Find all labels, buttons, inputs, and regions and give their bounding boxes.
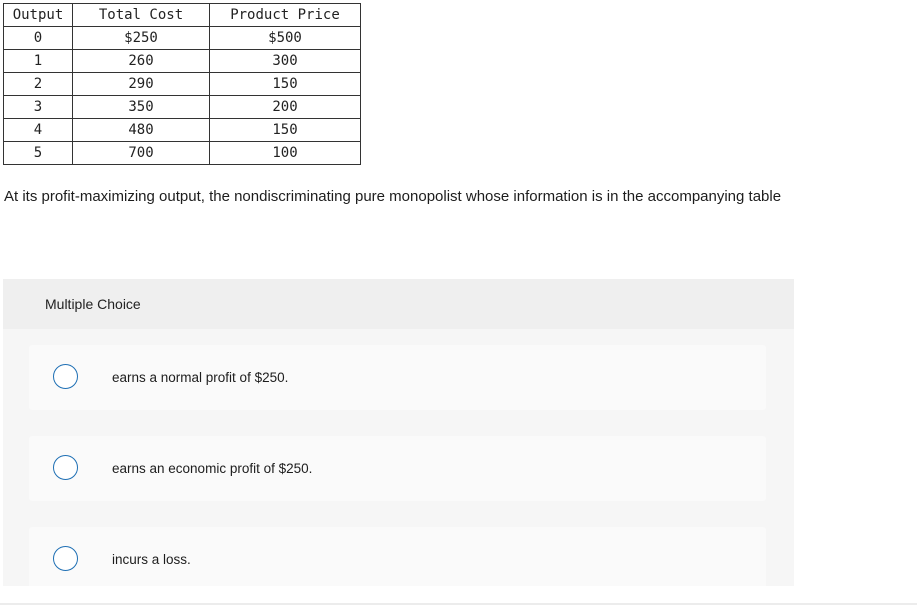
table-cell: 350 [73, 96, 210, 119]
radio-button-icon[interactable] [53, 546, 78, 571]
table-cell: 150 [210, 73, 361, 96]
data-table [3, 3, 361, 165]
table-header-row [4, 4, 361, 27]
choice-option-a[interactable] [29, 345, 766, 410]
radio-button-icon[interactable] [53, 455, 78, 480]
question-text: At its profit-maximizing output, the nondiscriminating pure monopolist whose information is in the accompanying table [4, 188, 782, 205]
choice-option-c[interactable] [29, 527, 766, 586]
table-cell: 4 [4, 119, 73, 142]
table-cell: 200 [210, 96, 361, 119]
table-row [4, 27, 361, 50]
table-cell: 5 [4, 142, 73, 165]
choice-label[interactable]: incurs a loss. [112, 552, 191, 567]
choice-option-b[interactable] [29, 436, 766, 501]
table-row [4, 50, 361, 73]
choice-label[interactable]: earns an economic profit of $250. [112, 461, 313, 476]
choice-list [3, 329, 794, 586]
choice-label[interactable]: earns a normal profit of $250. [112, 370, 289, 385]
table-row [4, 73, 361, 96]
column-header-total-cost: Total Cost [73, 4, 210, 27]
table-row [4, 142, 361, 165]
table-cell: $500 [210, 27, 361, 50]
table-cell: 0 [4, 27, 73, 50]
column-header-product-price: Product Price [210, 4, 361, 27]
table-cell: 150 [210, 119, 361, 142]
table-cell: 1 [4, 50, 73, 73]
table-row [4, 96, 361, 119]
table-cell: 260 [73, 50, 210, 73]
multiple-choice-panel [3, 279, 794, 586]
multiple-choice-header: Multiple Choice [3, 279, 794, 329]
table-cell: 3 [4, 96, 73, 119]
column-header-output: Output [4, 4, 73, 27]
table-cell: 700 [73, 142, 210, 165]
table-cell: 100 [210, 142, 361, 165]
table-row [4, 119, 361, 142]
table-cell: $250 [73, 27, 210, 50]
table-cell: 290 [73, 73, 210, 96]
table-cell: 480 [73, 119, 210, 142]
table-cell: 2 [4, 73, 73, 96]
bottom-divider [0, 603, 917, 605]
radio-button-icon[interactable] [53, 364, 78, 389]
table-cell: 300 [210, 50, 361, 73]
